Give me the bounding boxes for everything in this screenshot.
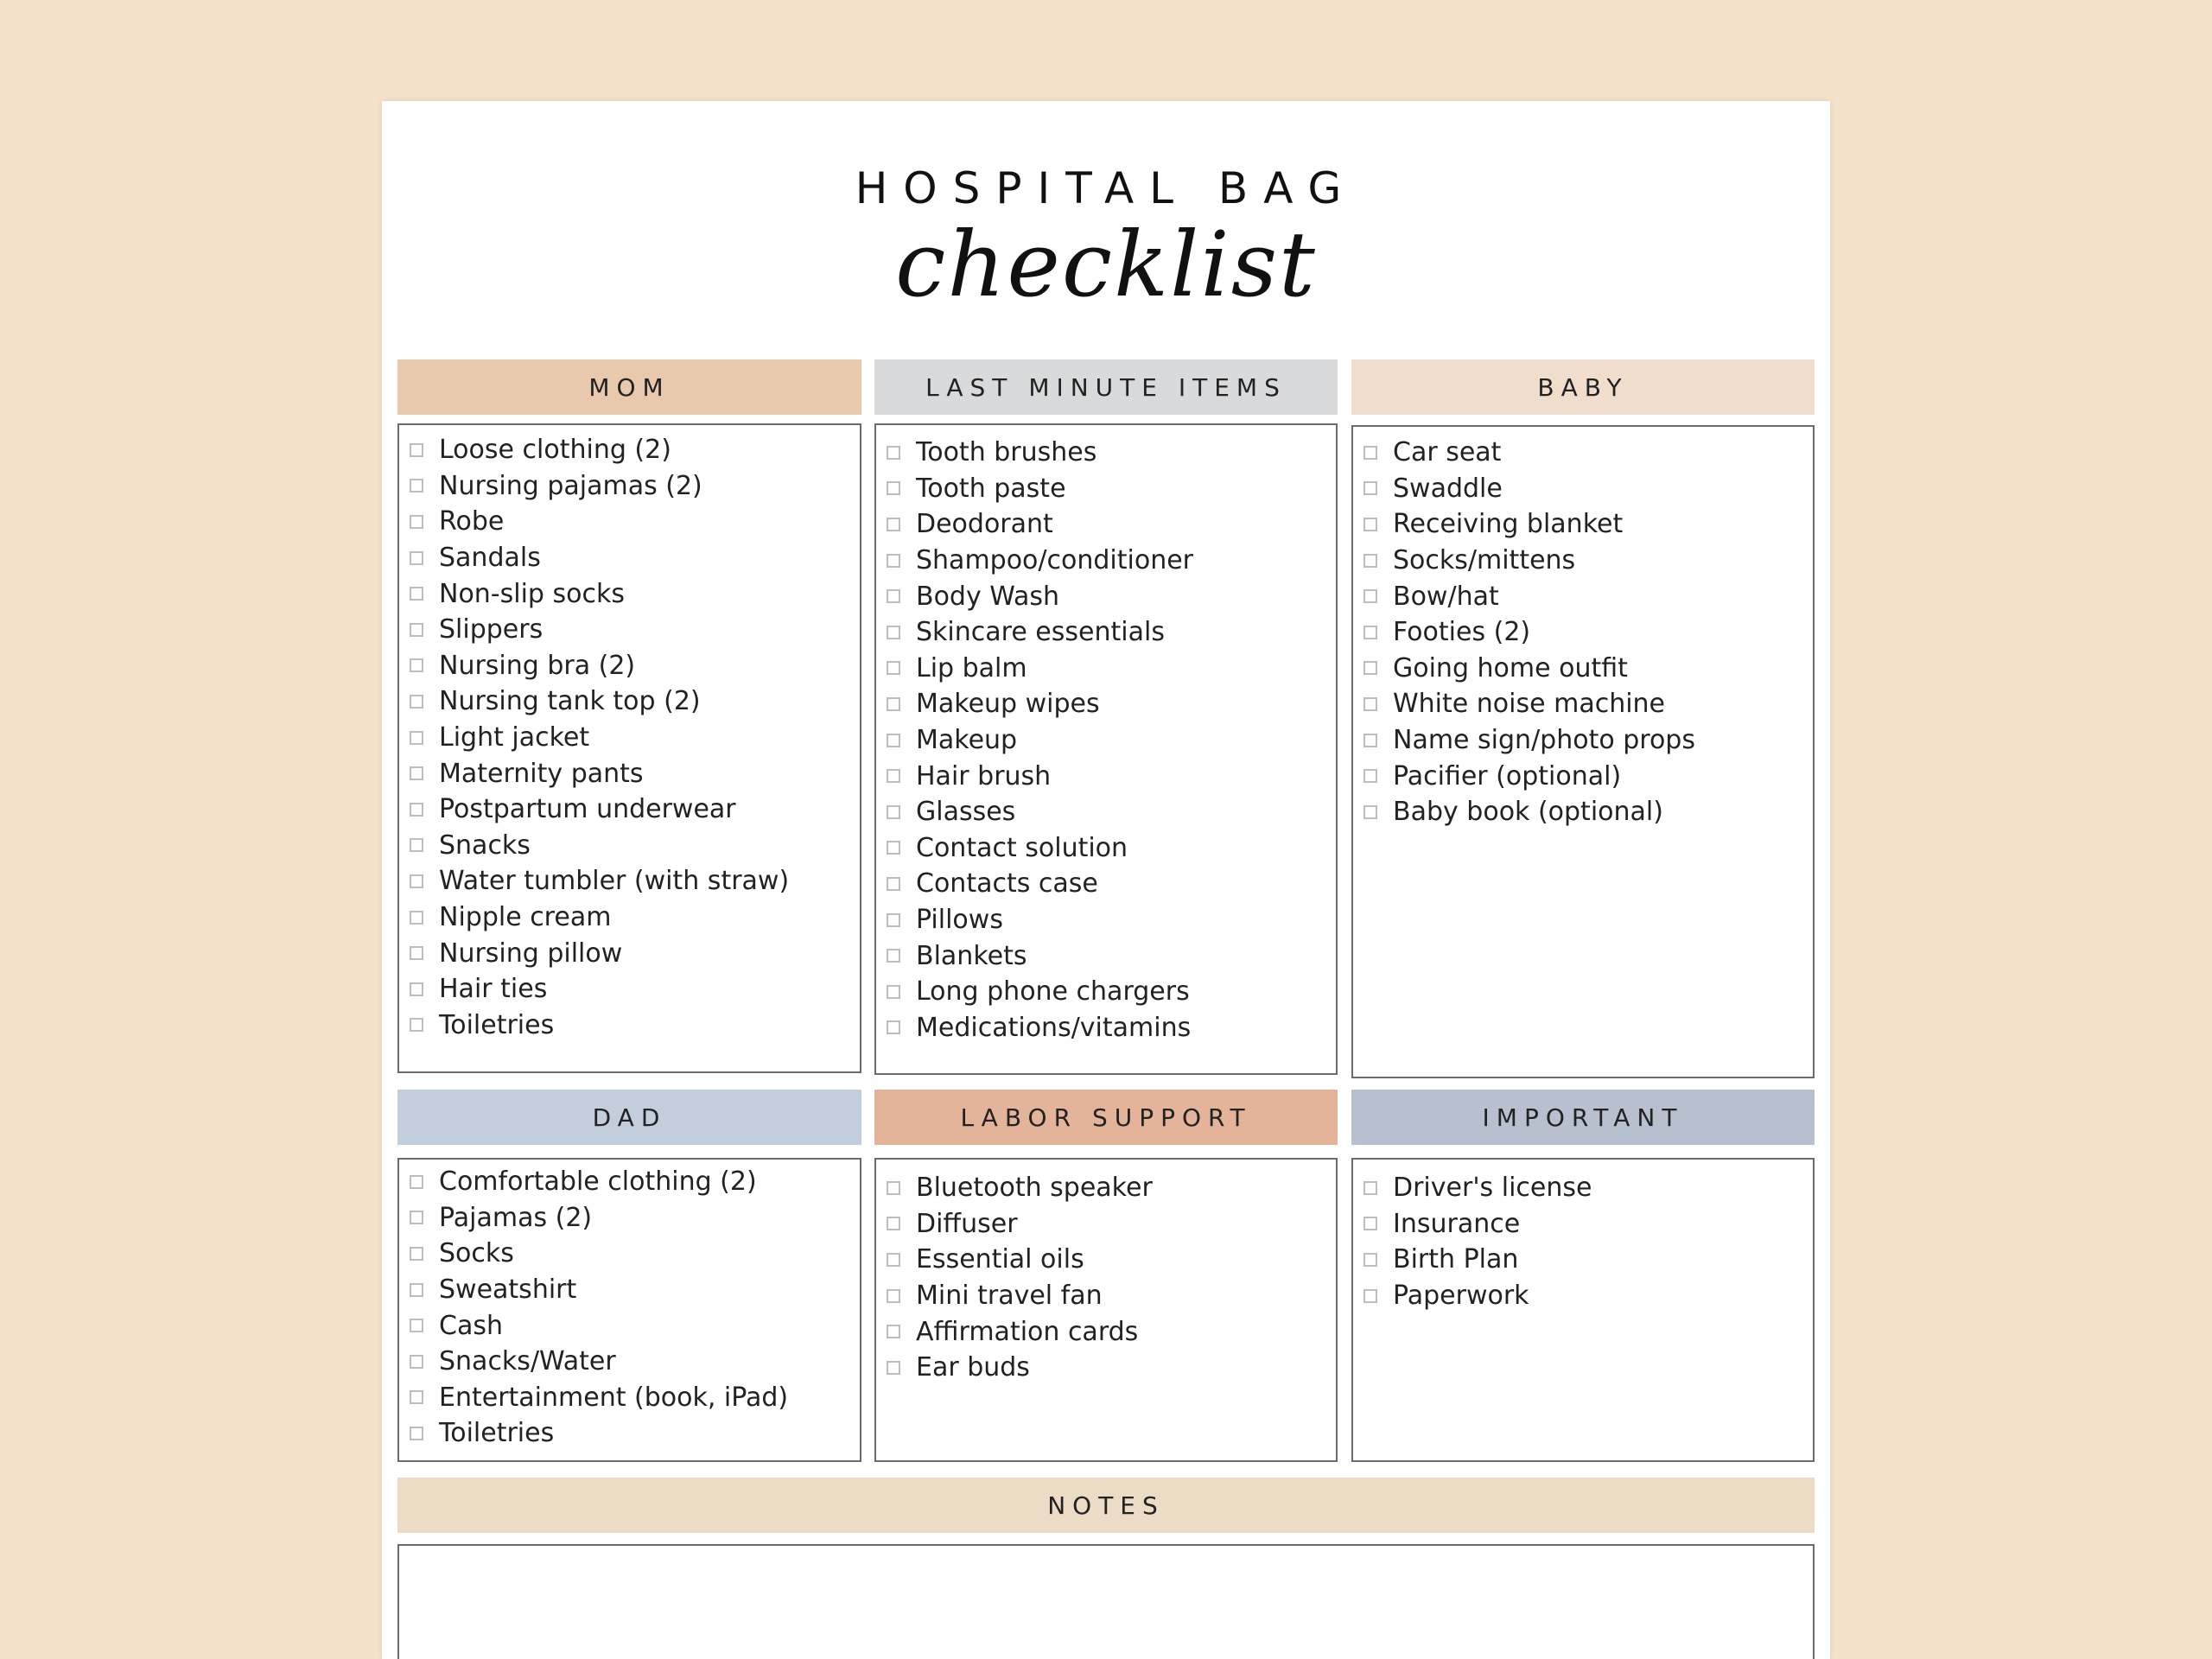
checklist-item	[410, 575, 789, 612]
checklist-item	[1363, 1206, 1592, 1243]
item-label: Footies (2)	[1393, 617, 1531, 648]
checklist-item	[1363, 614, 1695, 651]
item-label: Long phone chargers	[916, 976, 1190, 1007]
checklist-item	[410, 540, 789, 576]
checklist-item	[1363, 1278, 1592, 1314]
item-label: Essential oils	[916, 1244, 1084, 1275]
section-header-baby: BABY	[1351, 359, 1815, 415]
checkbox[interactable]	[887, 913, 900, 927]
item-label: Diffuser	[916, 1208, 1018, 1239]
item-label: Toiletries	[439, 1418, 555, 1449]
item-label: Water tumbler (with straw)	[439, 866, 790, 897]
checklist-item	[410, 1007, 789, 1044]
section-box-mom	[397, 423, 861, 1073]
checkbox[interactable]	[887, 1325, 900, 1338]
item-label: Glasses	[916, 797, 1016, 828]
item-label: Cash	[439, 1310, 503, 1341]
checkbox[interactable]	[1363, 1181, 1377, 1195]
item-label: Nursing pillow	[439, 938, 623, 969]
section-box-baby	[1351, 425, 1815, 1078]
checklist-item	[410, 1236, 788, 1272]
checklist-item	[410, 755, 789, 791]
checklist-item	[410, 863, 789, 899]
checkbox[interactable]	[410, 1175, 423, 1189]
checklist-item	[887, 974, 1193, 1010]
checkbox[interactable]	[410, 1283, 423, 1297]
item-label: Medications/vitamins	[916, 1012, 1192, 1043]
item-label: Toiletries	[439, 1009, 555, 1040]
checkbox[interactable]	[1363, 1217, 1377, 1230]
checkbox[interactable]	[410, 1390, 423, 1404]
checklist-item	[410, 720, 789, 756]
checkbox[interactable]	[1363, 697, 1377, 711]
checkbox[interactable]	[1363, 626, 1377, 639]
checkbox[interactable]	[410, 766, 423, 780]
checklist-item	[410, 791, 789, 828]
item-label: Car seat	[1393, 437, 1502, 468]
checkbox[interactable]	[410, 911, 423, 925]
item-label: Birth Plan	[1393, 1244, 1519, 1275]
checklist-item	[1363, 1170, 1592, 1206]
item-label: Slippers	[439, 614, 543, 645]
item-label: Nursing bra (2)	[439, 650, 636, 681]
item-label: Pillows	[916, 905, 1003, 936]
checkbox[interactable]	[410, 443, 423, 457]
item-label: Socks/mittens	[1393, 545, 1576, 576]
item-label: Snacks	[439, 830, 531, 861]
checklist-item	[1363, 471, 1695, 507]
item-label: Receiving blanket	[1393, 509, 1624, 540]
checklist-item	[887, 614, 1193, 651]
item-label: Nursing tank top (2)	[439, 686, 701, 717]
item-label: Contacts case	[916, 868, 1098, 899]
checklist-item	[887, 686, 1193, 722]
item-label: Comfortable clothing (2)	[439, 1166, 757, 1198]
item-label: Socks	[439, 1238, 514, 1269]
checkbox[interactable]	[887, 446, 900, 460]
checkbox[interactable]	[410, 874, 423, 888]
checklist-item	[887, 471, 1193, 507]
item-label: Blankets	[916, 940, 1027, 971]
item-label: Entertainment (book, iPad)	[439, 1382, 789, 1413]
checkbox[interactable]	[410, 658, 423, 672]
item-label: Skincare essentials	[916, 617, 1165, 648]
item-label: Bluetooth speaker	[916, 1173, 1153, 1204]
checklist-item	[410, 1272, 788, 1308]
item-label: Pacifier (optional)	[1393, 760, 1622, 791]
checkbox[interactable]	[1363, 554, 1377, 568]
checklist-item	[1363, 578, 1695, 614]
item-label: Makeup	[916, 725, 1018, 756]
checklist-item	[1363, 722, 1695, 759]
item-label: Going home outfit	[1393, 652, 1628, 683]
checkbox[interactable]	[887, 769, 900, 783]
item-label: Name sign/photo props	[1393, 725, 1695, 756]
checkbox[interactable]	[887, 949, 900, 963]
item-label: Affirmation cards	[916, 1316, 1139, 1347]
checkbox[interactable]	[410, 838, 423, 852]
item-label: Snacks/Water	[439, 1346, 616, 1377]
checklist-item	[887, 1278, 1153, 1314]
checkbox[interactable]	[1363, 589, 1377, 603]
item-label: Mini travel fan	[916, 1281, 1103, 1312]
checkbox[interactable]	[1363, 1253, 1377, 1267]
item-label: Paperwork	[1393, 1281, 1529, 1312]
item-label: Lip balm	[916, 652, 1027, 683]
item-label: Baby book (optional)	[1393, 797, 1663, 828]
item-label: Robe	[439, 506, 505, 537]
checklist-item	[410, 683, 789, 720]
checkbox[interactable]	[887, 1217, 900, 1230]
section-header-labor-support: LABOR SUPPORT	[874, 1090, 1338, 1145]
checklist-item	[410, 1200, 788, 1236]
checklist-item	[410, 432, 789, 468]
checkbox[interactable]	[410, 1427, 423, 1440]
checkbox[interactable]	[1363, 734, 1377, 747]
checklist-item	[410, 1164, 788, 1200]
checklist-item	[887, 758, 1193, 794]
checkbox[interactable]	[410, 731, 423, 745]
checkbox[interactable]	[410, 803, 423, 817]
item-label: Loose clothing (2)	[439, 435, 671, 466]
item-label: White noise machine	[1393, 689, 1666, 720]
checkbox[interactable]	[410, 695, 423, 709]
checkbox[interactable]	[1363, 1289, 1377, 1303]
checkbox[interactable]	[887, 481, 900, 495]
checklist-item	[410, 1307, 788, 1344]
checkbox[interactable]	[410, 1211, 423, 1224]
baby-item-list	[1363, 435, 1695, 830]
item-label: Contact solution	[916, 832, 1128, 863]
item-label: Non-slip socks	[439, 578, 625, 609]
checkbox[interactable]	[1363, 518, 1377, 531]
item-label: Ear buds	[916, 1352, 1030, 1383]
checkbox[interactable]	[410, 515, 423, 529]
checkbox[interactable]	[1363, 805, 1377, 819]
checklist-item	[410, 971, 789, 1007]
checklist-item	[1363, 651, 1695, 687]
section-header-important: IMPORTANT	[1351, 1090, 1815, 1145]
checkbox[interactable]	[410, 623, 423, 637]
item-label: Hair brush	[916, 760, 1052, 791]
section-box-last-minute-items	[874, 423, 1338, 1075]
checklist-item	[410, 1380, 788, 1416]
checklist-item	[1363, 435, 1695, 471]
item-label: Postpartum underwear	[439, 794, 736, 825]
item-label: Maternity pants	[439, 758, 644, 789]
item-label: Driver's license	[1393, 1173, 1592, 1204]
checklist-item	[887, 830, 1193, 867]
checkbox[interactable]	[887, 1361, 900, 1375]
checklist-item	[1363, 758, 1695, 794]
item-label: Tooth brushes	[916, 437, 1097, 468]
section-box-labor-support	[874, 1158, 1338, 1462]
checkbox[interactable]	[410, 1355, 423, 1369]
section-header-notes: NOTES	[397, 1478, 1815, 1533]
checkbox[interactable]	[887, 734, 900, 747]
checkbox[interactable]	[410, 479, 423, 493]
checklist-item	[410, 468, 789, 505]
checklist-item	[887, 1242, 1153, 1278]
checkbox[interactable]	[410, 1247, 423, 1261]
checkbox[interactable]	[410, 1319, 423, 1332]
checklist-item	[887, 722, 1193, 759]
checklist-item	[410, 828, 789, 864]
checkbox[interactable]	[887, 589, 900, 603]
checkbox[interactable]	[1363, 769, 1377, 783]
mom-item-list	[410, 432, 789, 1043]
important-item-list	[1363, 1170, 1592, 1313]
item-label: Pajamas (2)	[439, 1202, 593, 1233]
item-label: Makeup wipes	[916, 689, 1100, 720]
item-label: Sweatshirt	[439, 1274, 577, 1306]
checklist-item	[410, 612, 789, 648]
checkbox[interactable]	[887, 661, 900, 675]
checklist-item	[887, 651, 1193, 687]
checkbox[interactable]	[887, 805, 900, 819]
title-heading: HOSPITAL BAG	[855, 163, 1357, 213]
section-box-important	[1351, 1158, 1815, 1462]
checkbox[interactable]	[887, 1181, 900, 1195]
dad-item-list	[410, 1164, 788, 1452]
checklist-page	[382, 101, 1830, 1659]
checkbox[interactable]	[410, 1018, 423, 1032]
section-header-last-minute-items: LAST MINUTE ITEMS	[874, 359, 1338, 415]
checklist-item	[887, 866, 1193, 902]
checkbox[interactable]	[887, 626, 900, 639]
section-box-dad	[397, 1158, 861, 1462]
section-header-dad: DAD	[397, 1090, 861, 1145]
item-label: Nipple cream	[439, 902, 612, 933]
title-script: checklist	[895, 212, 1317, 317]
item-label: Bow/hat	[1393, 581, 1499, 612]
item-label: Nursing pajamas (2)	[439, 470, 702, 501]
checklist-item	[410, 648, 789, 684]
checkbox[interactable]	[410, 587, 423, 601]
checkbox[interactable]	[887, 1253, 900, 1267]
checklist-item	[410, 504, 789, 540]
item-label: Sandals	[439, 543, 541, 574]
checkbox[interactable]	[1363, 661, 1377, 675]
checkbox[interactable]	[410, 982, 423, 996]
checkbox[interactable]	[1363, 446, 1377, 460]
item-label: Light jacket	[439, 722, 590, 753]
checkbox[interactable]	[887, 518, 900, 531]
checkbox[interactable]	[887, 1020, 900, 1034]
item-label: Body Wash	[916, 581, 1060, 612]
checklist-item	[1363, 543, 1695, 579]
checklist-item	[887, 902, 1193, 938]
checklist-item	[410, 935, 789, 971]
checklist-item	[410, 1415, 788, 1452]
checklist-item	[887, 1010, 1193, 1046]
item-label: Deodorant	[916, 509, 1053, 540]
checkbox[interactable]	[1363, 481, 1377, 495]
checklist-item	[1363, 506, 1695, 543]
checklist-item	[1363, 686, 1695, 722]
checkbox[interactable]	[887, 1289, 900, 1303]
checklist-item	[887, 506, 1193, 543]
checkbox[interactable]	[887, 841, 900, 855]
checklist-item	[887, 578, 1193, 614]
checklist-item	[887, 1206, 1153, 1243]
item-label: Hair ties	[439, 974, 548, 1005]
checklist-item	[887, 794, 1193, 830]
item-label: Swaddle	[1393, 473, 1503, 504]
checklist-item	[887, 543, 1193, 579]
checklist-item	[1363, 1242, 1592, 1278]
item-label: Insurance	[1393, 1208, 1521, 1239]
checkbox[interactable]	[410, 551, 423, 565]
checklist-item	[410, 899, 789, 936]
checkbox[interactable]	[887, 985, 900, 999]
checklist-item	[887, 1350, 1153, 1386]
checklist-item	[887, 938, 1193, 974]
item-label: Shampoo/conditioner	[916, 545, 1194, 576]
checklist-item	[887, 1170, 1153, 1206]
checkbox[interactable]	[887, 554, 900, 568]
checklist-item	[887, 435, 1193, 471]
checklist-item	[410, 1344, 788, 1380]
item-label: Tooth paste	[916, 473, 1066, 504]
checkbox[interactable]	[887, 877, 900, 891]
last-minute-item-list	[887, 435, 1193, 1046]
checklist-item	[1363, 794, 1695, 830]
checkbox[interactable]	[410, 946, 423, 960]
labor-support-item-list	[887, 1170, 1153, 1386]
notes-area[interactable]	[397, 1544, 1815, 1659]
checklist-item	[887, 1313, 1153, 1350]
checkbox[interactable]	[887, 697, 900, 711]
section-header-mom: MOM	[397, 359, 861, 415]
